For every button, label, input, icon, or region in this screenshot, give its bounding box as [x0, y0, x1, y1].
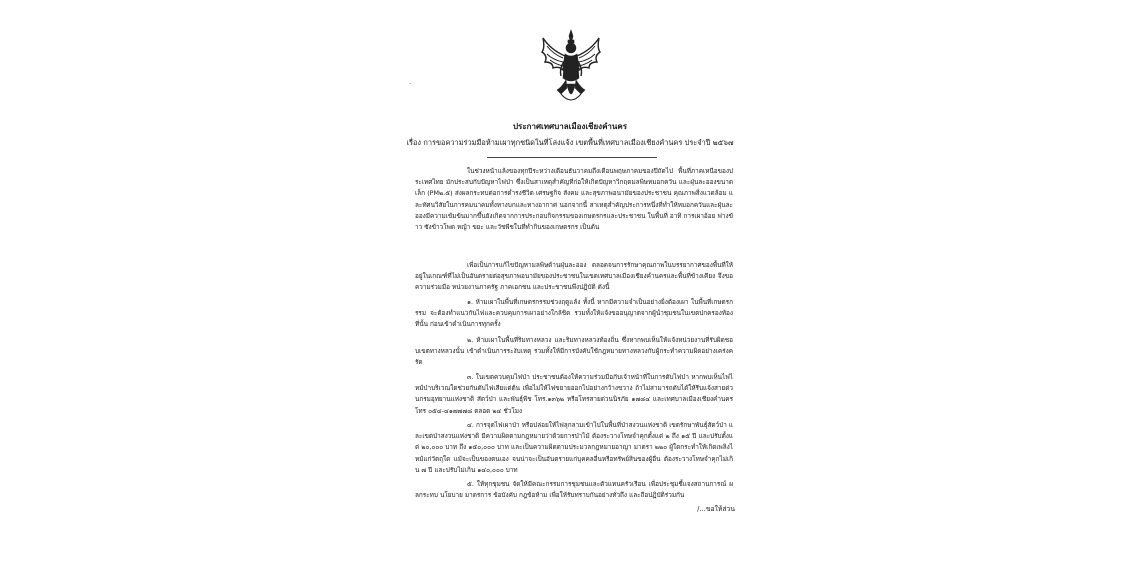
- paragraph-intro: ในช่วงหน้าแล้งของทุกปีระหว่างเดือนธันวาคมถึงเดือนพฤษภาคมของปีถัดไป พื้นที่ภาคเหนือของประเทศไทย มักประสบกับปัญหาไฟป่า ซึ่งเป็นสาเหตุสำคัญที่ก่อให้เกิดปัญหาวิกฤตมลพิษหมอกควัน และฝุ่นละอองขนาดเล็ก (PM๒.๕) ส่งผลกระทบต่อการดำรงชีวิต เศรษฐกิจ สังคม และสุขภาพอนามัยของประชาชน คุณภาพสิ่งแวดล้อม และทัศนวิสัยในการคมนาคมทั้งทางบกและทางอากาศ นอกจากนี้ สาเหตุสำคัญประการหนึ่งที่ทำให้หมอกควันและฝุ่นละอองมีความเข้มข้นมากขึ้นยังเกิดจากการประกอบกิจกรรมของเกษตรกรและประชาชน ในพื้นที่ อาทิ การเผาอ้อย ฟางข้าว ซังข้าวโพด หญ้า ขยะ และวัชพืชในที่ทำกินของเกษตรกร เป็นต้น: [415, 167, 733, 232]
- paragraph-item-5: ๕. ให้ทุกชุมชน จัดให้มีคณะกรรมการชุมชนและตัวแทนครัวเรือน เพื่อประชุมชี้แจงสถานการณ์ ผลกระทบ นโยบาย มาตรการ ข้อบังคับ กฎข้อห้าม เพื่อให้รับทราบกันอย่างทั่วถึง และถือปฏิบัติร่วมกัน: [415, 480, 733, 500]
- divider: [487, 157, 657, 158]
- paragraph-item-3: ๓. ในเขตควบคุมไฟป่า ประชาชนต้องให้ความร่วมมือกับเจ้าหน้าที่ในการดับไฟป่า หากพบเห็นไฟไหม้ป่าบริเวณใดช่วยกันดับไฟเสียแต่ต้น เพื่อไม่ให้ไฟขยายออกไปอย่างกว้างขวาง ถ้าไม่สามารถดับได้ให้รีบแจ้งสายด่วนกรมอุทยานแห่งชาติ สัตว์ป่า และพันธุ์พืช โทร.๑๓๖๒ หรือโทรสายด่วนนิรภัย ๑๗๘๔ และเทศบาลเมืองเชียงคำนคร โทร ๐๕๔-๔๑๗๗๗๘ ตลอด ๒๔ ชั่วโมง: [415, 373, 733, 415]
- paragraph-purpose: เพื่อเป็นการแก้ไขปัญหามลพิษด้านฝุ่นละออง ตลอดจนการรักษาคุณภาพในบรรยากาศของพื้นที่ให้อยู่ในเกณฑ์ที่ไม่เป็นอันตรายต่อสุขภาพอนามัยของประชาชนในเขตเทศบาลเมืองเชียงคำนครและพื้นที่ข้างเคียง จึงขอความร่วมมือ หน่วยงานภาครัฐ ภาคเอกชน และประชาชนพึงปฏิบัติ ดังนี้: [415, 261, 733, 292]
- document-title: ประกาศเทศบาลเมืองเชียงคำนคร: [512, 122, 628, 131]
- document-subject: เรื่อง การขอความร่วมมือห้ามเผาทุกชนิดในที่โล่งแจ้ง เขตพื้นที่เทศบาลเมืองเชียงคำนคร ประจำปี ๒๕๖๗: [406, 138, 734, 147]
- garuda-emblem-icon: [539, 28, 603, 110]
- continuation-note: /...ขอให้ส่วน: [697, 505, 735, 513]
- document-page: [405, 20, 735, 572]
- paragraph-item-1: ๑. ห้ามเผาในพื้นที่เกษตรกรรมช่วงฤดูแล้ง ทั้งนี้ หากมีความจำเป็นอย่างยิ่งต้องเผา ในพื้นที่เกษตรกรรม จะต้องทำแนวกันไฟและควบคุมการเผาอย่างใกล้ชิด รวมทั้งให้แจ้งขออนุญาตจากผู้นำชุมชนในเขตปกครองท้องที่นั้น ก่อนเข้าดำเนินการทุกครั้ง: [415, 298, 733, 329]
- paragraph-item-4: ๔. การจุดไฟเผาป่า หรือปล่อยให้ไฟลุกลามเข้าไปในพื้นที่ป่าสงวนแห่งชาติ เขตรักษาพันธุ์สัตว์ป่า และเขตป่าสงวนแห่งชาติ มีความผิดตามกฎหมายว่าด้วยการป่าไม้ ต้องระวางโทษจำคุกตั้งแต่ ๒ ถึง ๑๕ ปี และปรับตั้งแต่ ๒๐,๐๐๐ บาท ถึง ๑๕๐,๐๐๐ บาท และเป็นความผิดตามประมวลกฎหมายอาญา มาตรา ๒๒๐ ผู้ใดกระทำให้เกิดเพลิงไหม้แก่วัตถุใด แม้จะเป็นของตนเอง จนน่าจะเป็นอันตรายแก่บุคคลอื่นหรือทรัพย์สินของผู้อื่น ต้องระวางโทษจำคุกไม่เกิน ๗ ปี และปรับไม่เกิน ๑๔๐,๐๐๐ บาท: [415, 421, 733, 474]
- margin-mark: ·: [409, 80, 412, 88]
- paragraph-item-2: ๒. ห้ามเผาในพื้นที่ริมทางหลวง และริมทางหลวงท้องถิ่น ซึ่งหากพบเห็นให้แจ้งหน่วยงานที่รับผิดชอบเขตทางหลวงนั้น เข้าดำเนินการระงับเหตุ รวมทั้งให้มีการบังคับใช้กฎหมายทางหลวงกับผู้กระทำความผิดอย่างเคร่งครัด: [415, 336, 733, 367]
